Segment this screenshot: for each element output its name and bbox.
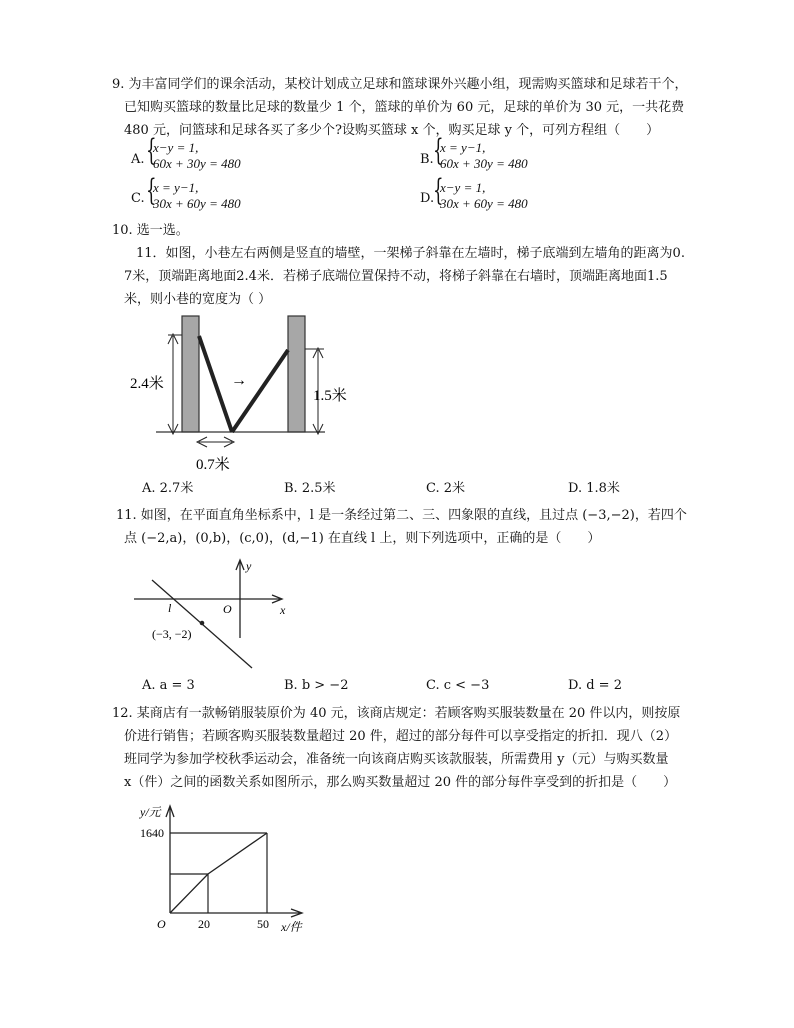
q10-option-a[interactable]: A. 2.7米 bbox=[142, 481, 194, 496]
cost-line bbox=[170, 833, 267, 913]
coordinate-figure bbox=[130, 558, 300, 673]
option-label: C. bbox=[131, 191, 145, 206]
q11-line-2: 点 (−2,a)，(0,b)，(c,0)，(d,−1) 在直线 l 上，则下列选项中，正确的是（ ） bbox=[124, 531, 601, 546]
q10-line-3: 米，则小巷的宽度为（ ） bbox=[124, 292, 272, 307]
right-height-label: 1.5米 bbox=[313, 388, 347, 404]
q10-option-d[interactable]: D. 1.8米 bbox=[568, 481, 620, 496]
equation-2: 60x + 30y = 480 bbox=[153, 156, 241, 171]
y-axis-label: y/元 bbox=[140, 805, 161, 819]
q9-line-1: 9. 为丰富同学们的课余活动，某校计划成立足球和篮球课外兴趣小组，现需购买篮球和足球若干个， bbox=[112, 77, 688, 92]
bottom-distance-label: 0.7米 bbox=[196, 457, 230, 473]
ladder-figure bbox=[128, 312, 347, 477]
equation-2: 60x + 30y = 480 bbox=[440, 156, 528, 171]
price-graph bbox=[138, 800, 328, 940]
q9-line-3: 480 元，问篮球和足球各买了多少个?设购买篮球 x 个，购买足球 y 个，可列方程组（ ） bbox=[124, 123, 660, 138]
equation-1: x−y = 1, bbox=[153, 140, 199, 155]
equation-2: 30x + 60y = 480 bbox=[440, 196, 528, 211]
option-label: B. bbox=[420, 152, 434, 167]
q10-option-b[interactable]: B. 2.5米 bbox=[284, 481, 336, 496]
q10-title: 10. 选一选。 bbox=[112, 223, 189, 238]
brace-glyph: { bbox=[433, 173, 444, 208]
x-tick-label-20: 20 bbox=[198, 917, 210, 931]
equation-2: 30x + 60y = 480 bbox=[153, 196, 241, 211]
ladder-right bbox=[232, 350, 288, 432]
equation-1: x = y−1, bbox=[440, 140, 486, 155]
line-l-label: l bbox=[168, 601, 172, 615]
left-height-label: 2.4米 bbox=[130, 376, 164, 392]
q12-line-3: 班同学为参加学校秋季运动会，准备统一向该商店购买该款服装，所需费用 y（元）与购买数量 bbox=[124, 752, 669, 767]
q11-option-b[interactable]: B. b > −2 bbox=[284, 678, 349, 693]
equation-1: x = y−1, bbox=[153, 180, 199, 195]
q10-line-2: 7米，顶端距离地面2.4米．若梯子底端位置保持不动，将梯子斜靠在右墙时，顶端距离地面1.5 bbox=[124, 269, 668, 284]
y-tick-label: 1640 bbox=[140, 826, 164, 840]
q11-line-1: 11. 如图，在平面直角坐标系中，l 是一条经过第二、三、四象限的直线，且过点 (−3,−2)，若四个 bbox=[116, 508, 687, 523]
left-wall bbox=[182, 316, 199, 432]
point-label: (−3, −2) bbox=[152, 627, 192, 641]
q9-line-2: 已知购买篮球的数量比足球的数量少 1 个，篮球的单价为 60 元，足球的单价为 30 元，一共花费 bbox=[124, 100, 685, 115]
x-axis-label: x bbox=[280, 603, 286, 617]
point-marker bbox=[200, 621, 205, 626]
q10-option-c[interactable]: C. 2米 bbox=[426, 481, 466, 496]
option-label: A. bbox=[131, 152, 145, 167]
option-label: D. bbox=[420, 191, 435, 206]
move-arrow-icon: → bbox=[231, 372, 247, 389]
ladder-left bbox=[199, 336, 232, 432]
q12-line-4: x（件）之间的函数关系如图所示，那么购买数量超过 20 件的部分每件享受到的折扣是（ ） bbox=[124, 775, 677, 790]
q12-line-1: 12. 某商店有一款畅销服装原价为 40 元，该商店规定：若顾客购买服装数量在 20 件以内，则按原 bbox=[112, 706, 681, 721]
q11-option-a[interactable]: A. a = 3 bbox=[142, 678, 195, 693]
origin-label: O bbox=[157, 917, 166, 931]
brace-glyph: { bbox=[433, 133, 444, 168]
x-tick-label-50: 50 bbox=[257, 917, 269, 931]
brace-glyph: { bbox=[146, 173, 157, 208]
brace-glyph: { bbox=[146, 133, 157, 168]
origin-label: O bbox=[223, 602, 232, 616]
q11-option-c[interactable]: C. c < −3 bbox=[426, 678, 490, 693]
q12-line-2: 价进行销售；若顾客购买服装数量超过 20 件，超过的部分每件可以享受指定的折扣．现八（2） bbox=[124, 729, 678, 744]
right-wall bbox=[288, 316, 305, 432]
x-axis-label: x/件 bbox=[281, 920, 302, 934]
q10-line-1: 11．如图，小巷左右两侧是竖直的墙壁，一架梯子斜靠在左墙时，梯子底端到左墙角的距离为0. bbox=[136, 246, 685, 261]
y-axis-label: y bbox=[246, 559, 252, 573]
q11-option-d[interactable]: D. d = 2 bbox=[568, 678, 622, 693]
equation-1: x−y = 1, bbox=[440, 180, 486, 195]
